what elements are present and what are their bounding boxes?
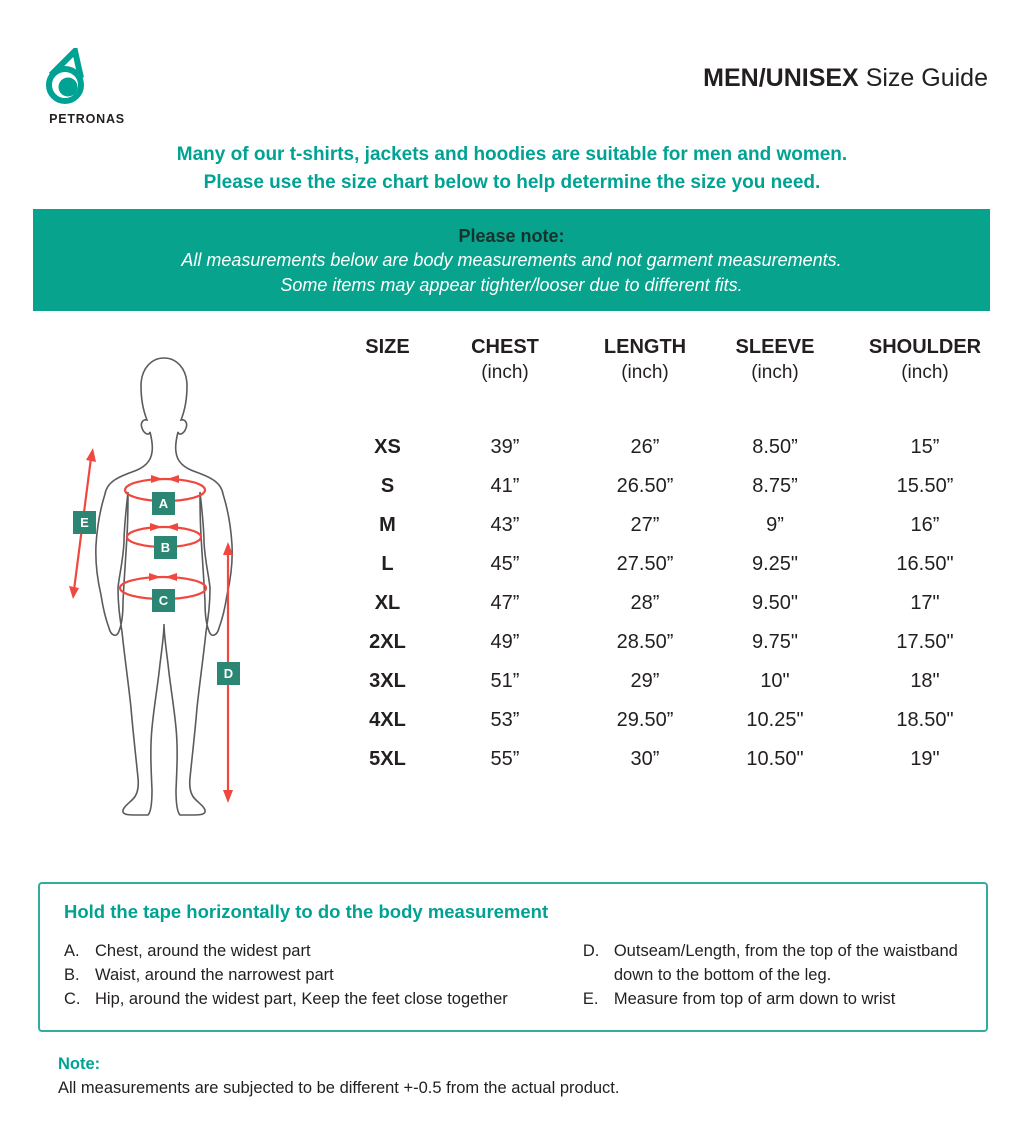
- value-cell: 10.50": [746, 748, 804, 770]
- table-column-header: [840, 336, 1010, 383]
- value-cell: 29.50”: [616, 709, 674, 731]
- size-cell: 2XL: [369, 631, 406, 653]
- value-cell: 53”: [490, 709, 520, 731]
- value-cell: 45”: [490, 553, 520, 575]
- value-cell: 8.75”: [752, 475, 798, 497]
- bottom-note: [58, 1052, 619, 1100]
- page-title-regular: Size Guide: [858, 64, 988, 92]
- value-cell: 8.50”: [752, 436, 798, 458]
- instruction-item: [64, 939, 583, 963]
- table-column-header: [580, 336, 710, 383]
- value-cell: 17.50": [896, 631, 954, 653]
- value-cell: 9.75": [751, 631, 799, 653]
- column-unit: (inch): [751, 362, 799, 383]
- table-column-header: [710, 336, 840, 383]
- notice-line-2: Some items may appear tighter/looser due to different fits.: [280, 275, 743, 295]
- value-cell: 26.50”: [616, 475, 674, 497]
- instruction-item: [583, 939, 962, 987]
- value-cell: 16.50": [896, 553, 954, 575]
- column-label: SIZE: [365, 336, 410, 358]
- value-cell: 9.50": [751, 592, 799, 614]
- table-row: [345, 662, 1010, 701]
- instruction-item: [583, 987, 962, 1011]
- value-cell: 19": [910, 748, 940, 770]
- table-row: [345, 584, 1010, 623]
- value-cell: 9”: [766, 514, 784, 536]
- size-cell: 3XL: [369, 670, 406, 692]
- size-table-body: [345, 428, 1010, 779]
- column-label: LENGTH: [603, 336, 687, 358]
- intro-line-1: Many of our t-shirts, jackets and hoodies are suitable for men and women.: [176, 144, 848, 165]
- instructions-left-column: [64, 939, 583, 1011]
- value-cell: 18.50": [896, 709, 954, 731]
- value-cell: 41”: [490, 475, 520, 497]
- size-cell: S: [380, 475, 395, 497]
- value-cell: 27.50”: [616, 553, 674, 575]
- value-cell: 15”: [910, 436, 940, 458]
- value-cell: 27”: [630, 514, 660, 536]
- value-cell: 43”: [490, 514, 520, 536]
- instruction-text: Chest, around the widest part: [95, 942, 311, 960]
- measurement-instructions-box: [38, 882, 988, 1032]
- value-cell: 15.50”: [896, 475, 954, 497]
- intro-line-2: Please use the size chart below to help determine the size you need.: [203, 172, 821, 193]
- value-cell: 39”: [490, 436, 520, 458]
- value-cell: 28”: [630, 592, 660, 614]
- table-column-header: [345, 336, 430, 383]
- instruction-text: Hip, around the widest part, Keep the feet close together: [95, 990, 508, 1008]
- value-cell: 30”: [630, 748, 660, 770]
- page-title: [703, 64, 988, 93]
- page-title-bold: MEN/UNISEX: [703, 64, 859, 92]
- column-unit: (inch): [621, 362, 669, 383]
- value-cell: 55”: [490, 748, 520, 770]
- intro-text: [0, 141, 1024, 197]
- value-cell: 51”: [490, 670, 520, 692]
- figure-label-d: D: [217, 662, 240, 685]
- table-row: [345, 740, 1010, 779]
- column-unit: (inch): [901, 362, 949, 383]
- instruction-letter: C.: [64, 990, 81, 1008]
- size-cell: 4XL: [369, 709, 406, 731]
- table-row: [345, 701, 1010, 740]
- column-label: SHOULDER: [868, 336, 982, 358]
- value-cell: 29”: [630, 670, 660, 692]
- value-cell: 17": [910, 592, 940, 614]
- instructions-right-column: [583, 939, 962, 1011]
- instruction-letter: B.: [64, 966, 80, 984]
- instruction-letter: E.: [582, 990, 599, 1008]
- value-cell: 10.25": [746, 709, 804, 731]
- size-cell: XS: [374, 436, 401, 458]
- instruction-item: [64, 987, 583, 1011]
- note-text: All measurements are subjected to be different +-0.5 from the actual product.: [58, 1079, 620, 1097]
- column-label: SLEEVE: [735, 336, 815, 358]
- size-cell: XL: [374, 592, 401, 614]
- instruction-text: Waist, around the narrowest part: [95, 966, 334, 984]
- value-cell: 16”: [910, 514, 940, 536]
- instruction-item: [64, 963, 583, 987]
- instruction-letter: D.: [582, 942, 600, 960]
- figure-label-c: C: [152, 589, 175, 612]
- figure-label-a: A: [152, 492, 175, 515]
- petronas-logo: [45, 48, 135, 126]
- value-cell: 18": [910, 670, 940, 692]
- table-row: [345, 506, 1010, 545]
- size-cell: M: [379, 514, 396, 536]
- value-cell: 26”: [630, 436, 660, 458]
- instructions-title: Hold the tape horizontally to do the body measurement: [64, 901, 549, 922]
- petronas-logo-text: PETRONAS: [49, 112, 125, 126]
- size-cell: 5XL: [369, 748, 406, 770]
- notice-heading: Please note:: [458, 226, 565, 246]
- body-silhouette: [96, 358, 232, 815]
- value-cell: 10": [760, 670, 790, 692]
- value-cell: 9.25": [751, 553, 799, 575]
- body-measurement-figure: [60, 340, 320, 840]
- petronas-drop-icon: [45, 48, 89, 106]
- note-heading: Note:: [58, 1055, 101, 1073]
- size-table: [345, 336, 1010, 779]
- column-label: CHEST: [471, 336, 539, 358]
- table-row: [345, 428, 1010, 467]
- table-row: [345, 545, 1010, 584]
- instruction-text: Outseam/Length, from the top of the waistband down to the bottom of the leg.: [613, 942, 958, 984]
- table-row: [345, 467, 1010, 506]
- size-cell: L: [381, 553, 394, 575]
- instruction-text: Measure from top of arm down to wrist: [613, 990, 896, 1008]
- value-cell: 47”: [490, 592, 520, 614]
- value-cell: 49”: [490, 631, 520, 653]
- value-cell: 28.50”: [616, 631, 674, 653]
- table-column-header: [430, 336, 580, 383]
- instructions-columns: [64, 939, 962, 1011]
- instruction-letter: A.: [64, 942, 80, 960]
- size-table-header: [345, 336, 1010, 383]
- figure-label-b: B: [154, 536, 177, 559]
- figure-label-e: E: [73, 511, 96, 534]
- notice-line-1: All measurements below are body measurements and not garment measurements.: [181, 250, 842, 270]
- column-unit: (inch): [481, 362, 529, 383]
- notice-banner: [33, 209, 990, 311]
- table-row: [345, 623, 1010, 662]
